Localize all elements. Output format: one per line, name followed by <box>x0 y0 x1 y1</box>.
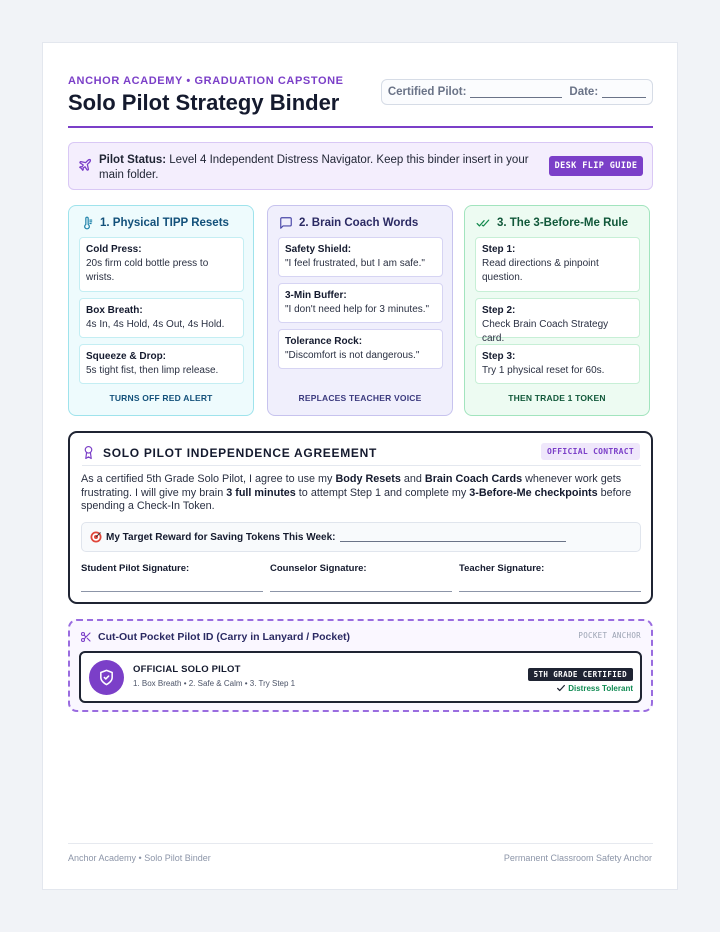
binder-page <box>42 42 678 890</box>
coach-card <box>278 237 443 277</box>
step-card-text: Try 1 physical reset for 60s. <box>482 365 605 376</box>
brain-coach-panel <box>267 205 453 416</box>
pocket-pilot-header <box>80 631 350 643</box>
coach-card <box>278 283 443 323</box>
reset-card-title: Box Breath: <box>86 305 143 316</box>
pilot-status-description: Level 4 Independent Distress Navigator. Keep this binder insert in your main folder. <box>99 154 529 181</box>
coach-card-title: Safety Shield: <box>285 244 352 255</box>
three-before-me-title: 3. The 3-Before-Me Rule <box>497 217 628 229</box>
step-card-title: Step 1: <box>482 244 516 255</box>
physical-resets-panel <box>68 205 254 416</box>
reset-card-text: 5s tight fist, then limp release. <box>86 365 219 376</box>
coach-card-title: 3-Min Buffer: <box>285 290 347 301</box>
teacher-signature-label: Teacher Signature: <box>459 563 545 574</box>
pocket-pilot-cutout <box>68 619 653 712</box>
header-divider <box>68 126 653 128</box>
counselor-signature-line[interactable] <box>270 591 452 592</box>
footer-divider <box>68 843 653 844</box>
certified-pilot-line[interactable] <box>470 87 562 98</box>
coach-card <box>278 329 443 369</box>
independence-agreement <box>68 431 653 604</box>
step-card-text: Check Brain Coach Strategy card. <box>482 319 609 344</box>
speech-bubble-icon <box>279 216 293 230</box>
id-card-title: OFFICIAL SOLO PILOT <box>133 664 241 675</box>
agreement-emphasis: Body Resets <box>335 473 401 485</box>
double-check-icon <box>476 216 491 230</box>
agreement-text: before spending a Check-In Token. <box>81 486 632 512</box>
reset-card <box>79 237 244 292</box>
shield-check-icon <box>98 669 115 686</box>
agreement-emphasis: Brain Coach Cards <box>424 473 523 485</box>
certified-pilot-label: Certified Pilot: <box>387 86 467 98</box>
desk-flip-guide-button[interactable]: DESK FLIP GUIDE <box>549 156 643 176</box>
coach-card-title: Tolerance Rock: <box>285 336 363 347</box>
shield-badge <box>89 660 124 695</box>
agreement-divider <box>82 465 641 466</box>
step-card-title: Step 3: <box>482 351 516 362</box>
agreement-emphasis: 3-Before-Me checkpoints <box>469 486 598 499</box>
agreement-text: As a certified 5th Grade Solo Pilot, I agree to use my <box>81 473 336 485</box>
agreement-title: SOLO PILOT INDEPENDENCE AGREEMENT <box>103 445 378 460</box>
counselor-signature-block <box>270 563 452 574</box>
agreement-text: to attempt Step 1 and complete my <box>295 486 470 499</box>
teacher-signature-line[interactable] <box>459 591 641 592</box>
student-signature-line[interactable] <box>81 591 263 592</box>
agreement-text: and <box>400 473 425 485</box>
student-signature-block <box>81 563 263 574</box>
pocket-anchor-tag: POCKET ANCHOR <box>578 631 641 640</box>
target-reward-label: My Target Reward for Saving Tokens This Week: <box>106 531 336 543</box>
counselor-signature-label: Counselor Signature: <box>270 563 367 574</box>
reset-card-title: Squeeze & Drop: <box>86 351 167 362</box>
coach-card-text: "I feel frustrated, but I am safe." <box>285 258 425 269</box>
reset-card <box>79 344 244 384</box>
step-card <box>475 298 640 344</box>
agreement-text: whenever work gets frustrating. I will give my brain <box>81 473 622 499</box>
distress-tolerant-text: Distress Tolerant <box>568 683 633 693</box>
thermometer-icon <box>80 216 94 230</box>
footer-left: Anchor Academy • Solo Pilot Binder <box>68 853 211 863</box>
three-before-me-footer: THEN TRADE 1 TOKEN <box>508 393 606 403</box>
agreement-body <box>81 473 641 514</box>
reset-card-text: 20s firm cold bottle press to wrists. <box>86 258 209 283</box>
teacher-signature-block <box>459 563 641 574</box>
pilot-status-label: Pilot Status: <box>99 154 167 166</box>
target-reward-line[interactable] <box>340 532 566 542</box>
step-card-title: Step 2: <box>482 305 516 316</box>
physical-resets-header <box>80 216 229 230</box>
student-signature-label: Student Pilot Signature: <box>81 563 190 574</box>
date-label: Date: <box>569 86 599 98</box>
id-card-steps: 1. Box Breath • 2. Safe & Calm • 3. Try Step 1 <box>133 679 296 688</box>
plane-icon <box>78 158 92 172</box>
pocket-pilot-title: Cut-Out Pocket Pilot ID (Carry in Lanyard / Pocket) <box>98 631 351 643</box>
page-title: Solo Pilot Strategy Binder <box>68 90 340 115</box>
eyebrow-label: ANCHOR ACADEMY • GRADUATION CAPSTONE <box>68 75 344 87</box>
certification-box <box>381 79 653 105</box>
step-card <box>475 237 640 292</box>
physical-resets-title: 1. Physical TIPP Resets <box>100 217 229 229</box>
three-before-me-header <box>476 216 628 230</box>
check-icon <box>556 683 566 693</box>
award-ribbon-icon <box>82 445 95 460</box>
brain-coach-footer: REPLACES TEACHER VOICE <box>298 393 422 403</box>
pilot-status-banner <box>68 142 653 190</box>
coach-card-text: "Discomfort is not dangerous." <box>285 350 420 361</box>
reset-card-title: Cold Press: <box>86 244 142 255</box>
scissors-icon <box>80 631 92 643</box>
agreement-header <box>82 445 377 460</box>
step-card <box>475 344 640 384</box>
physical-resets-footer: TURNS OFF RED ALERT <box>109 393 213 403</box>
agreement-emphasis: 3 full minutes <box>226 486 296 499</box>
pilot-id-card <box>79 651 642 703</box>
grade-certified-badge: 5TH GRADE CERTIFIED <box>528 668 633 681</box>
brain-coach-title: 2. Brain Coach Words <box>299 217 419 229</box>
three-before-me-panel <box>464 205 650 416</box>
target-reward-field <box>81 522 641 552</box>
brain-coach-header <box>279 216 418 230</box>
footer-right: Permanent Classroom Safety Anchor <box>503 853 652 863</box>
official-contract-badge: OFFICIAL CONTRACT <box>541 443 640 460</box>
pilot-status-text <box>99 153 549 182</box>
coach-card-text: "I don't need help for 3 minutes." <box>285 304 430 315</box>
reset-card-text: 4s In, 4s Hold, 4s Out, 4s Hold. <box>86 319 225 330</box>
distress-tolerant-label <box>556 683 633 693</box>
reset-card <box>79 298 244 338</box>
date-line[interactable] <box>602 87 646 98</box>
target-icon <box>90 531 102 543</box>
step-card-text: Read directions & pinpoint question. <box>482 258 599 283</box>
